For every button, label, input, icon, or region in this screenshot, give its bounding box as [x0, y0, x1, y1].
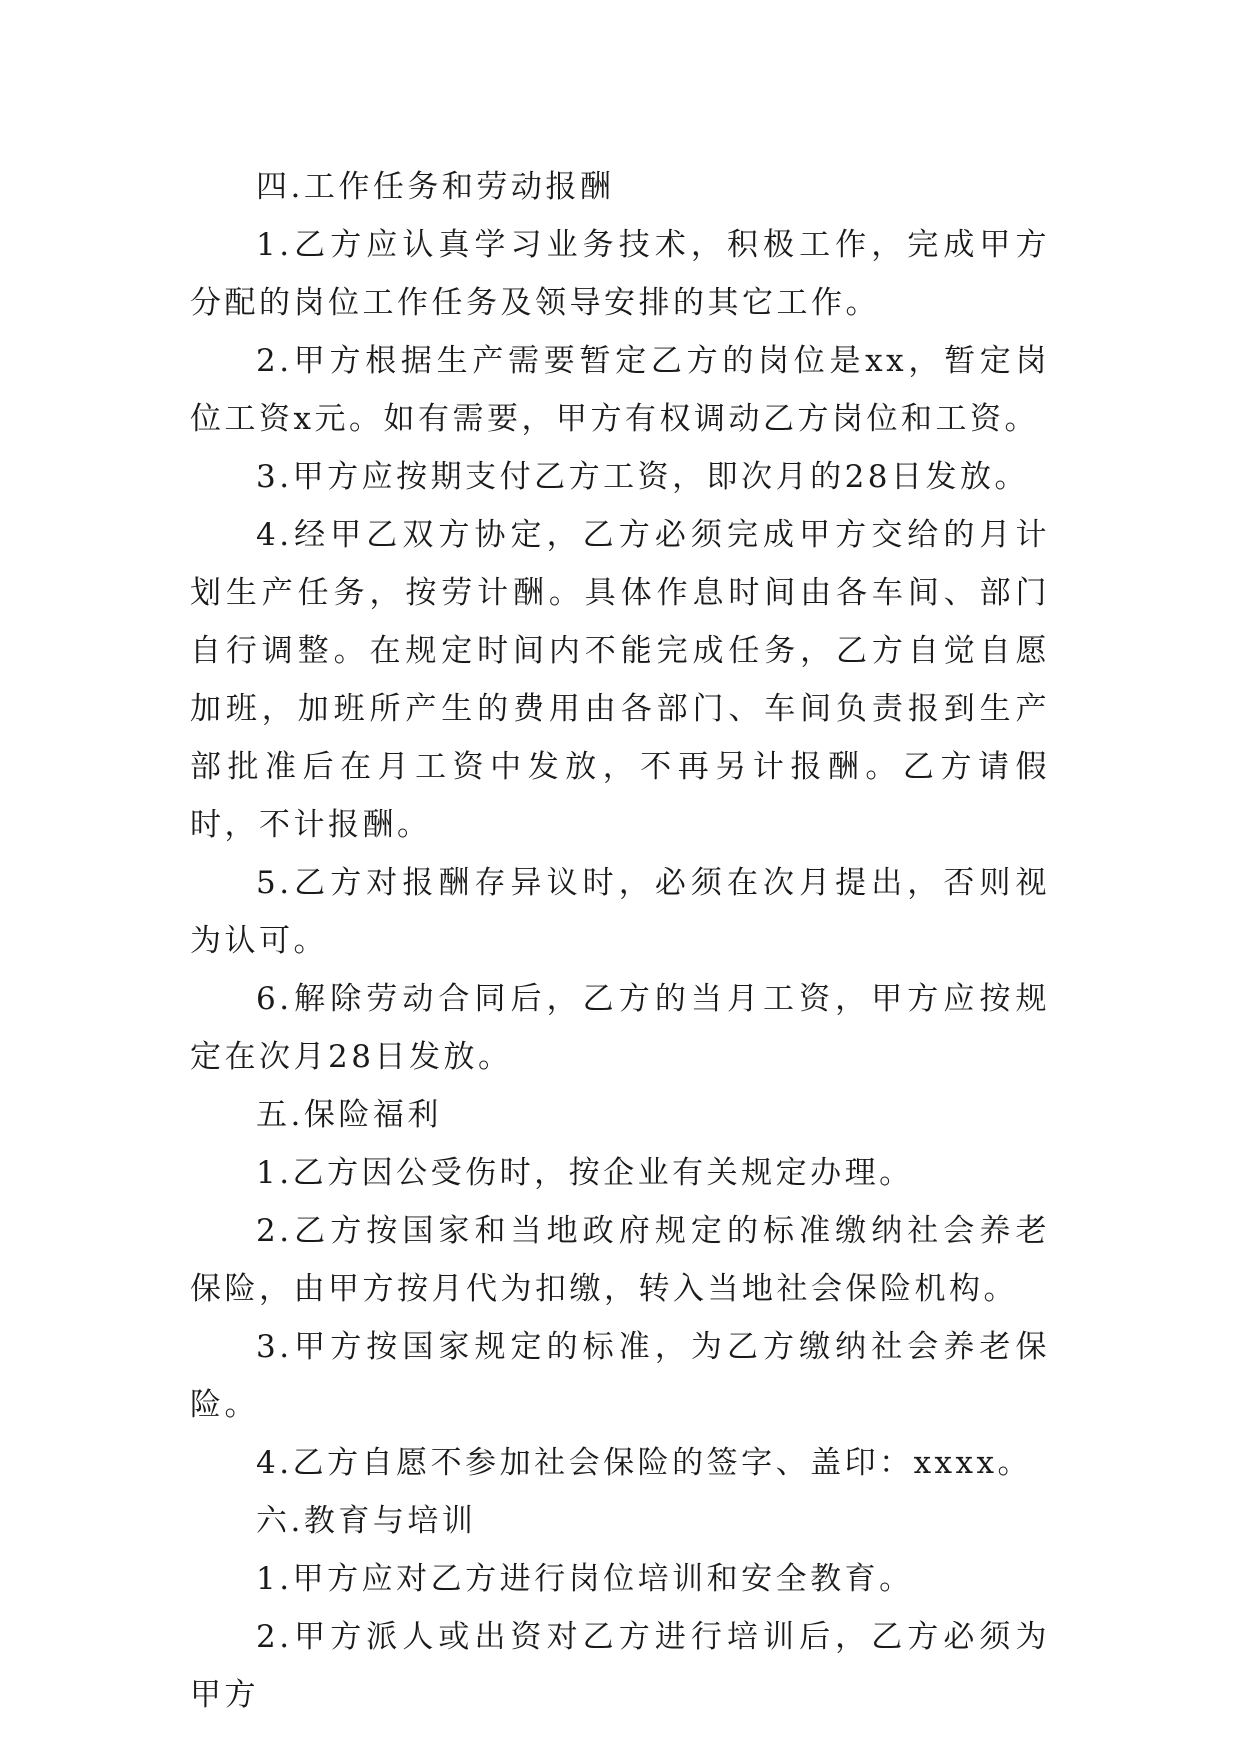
- clause-6-2: 2.甲方派人或出资对乙方进行培训后，乙方必须为甲方: [190, 1619, 1050, 1713]
- clause-5-4: 4.乙方自愿不参加社会保险的签字、盖印：xxxx。: [256, 1445, 1033, 1481]
- clause-4-3: 3.甲方应按期支付乙方工资，即次月的28日发放。: [256, 459, 1030, 495]
- clause-4-2: 2.甲方根据生产需要暂定乙方的岗位是xx，暂定岗位工资x元。如有需要，甲方有权调动乙方岗位和工资。: [190, 343, 1050, 437]
- section-heading-5: 五.保险福利: [256, 1097, 442, 1133]
- clause-5-3: 3.甲方按国家规定的标准，为乙方缴纳社会养老保险。: [190, 1329, 1050, 1423]
- clause-5-2: 2.乙方按国家和当地政府规定的标准缴纳社会养老保险，由甲方按月代为扣缴，转入当地社会保险机构。: [190, 1213, 1050, 1307]
- clause-4-6: 6.解除劳动合同后，乙方的当月工资，甲方应按规定在次月28日发放。: [190, 981, 1050, 1075]
- clause-5-1: 1.乙方因公受伤时，按企业有关规定办理。: [256, 1155, 914, 1191]
- clause-4-5: 5.乙方对报酬存异议时，必须在次月提出，否则视为认可。: [190, 865, 1050, 959]
- document-body: [190, 158, 1050, 1724]
- clause-4-1: 1.乙方应认真学习业务技术，积极工作，完成甲方分配的岗位工作任务及领导安排的其它工作。: [190, 227, 1050, 321]
- section-heading-6: 六.教育与培训: [256, 1503, 477, 1539]
- clause-6-1: 1.甲方应对乙方进行岗位培训和安全教育。: [256, 1561, 914, 1597]
- clause-4-4: 4.经甲乙双方协定，乙方必须完成甲方交给的月计划生产任务，按劳计酬。具体作息时间由各车间、部门自行调整。在规定时间内不能完成任务，乙方自觉自愿加班，加班所产生的费用由各部门、车间负责报到生产部批准后在月工资中发放，不再另计报酬。乙方请假时，不计报酬。: [190, 517, 1050, 843]
- section-heading-4: 四.工作任务和劳动报酬: [256, 169, 615, 205]
